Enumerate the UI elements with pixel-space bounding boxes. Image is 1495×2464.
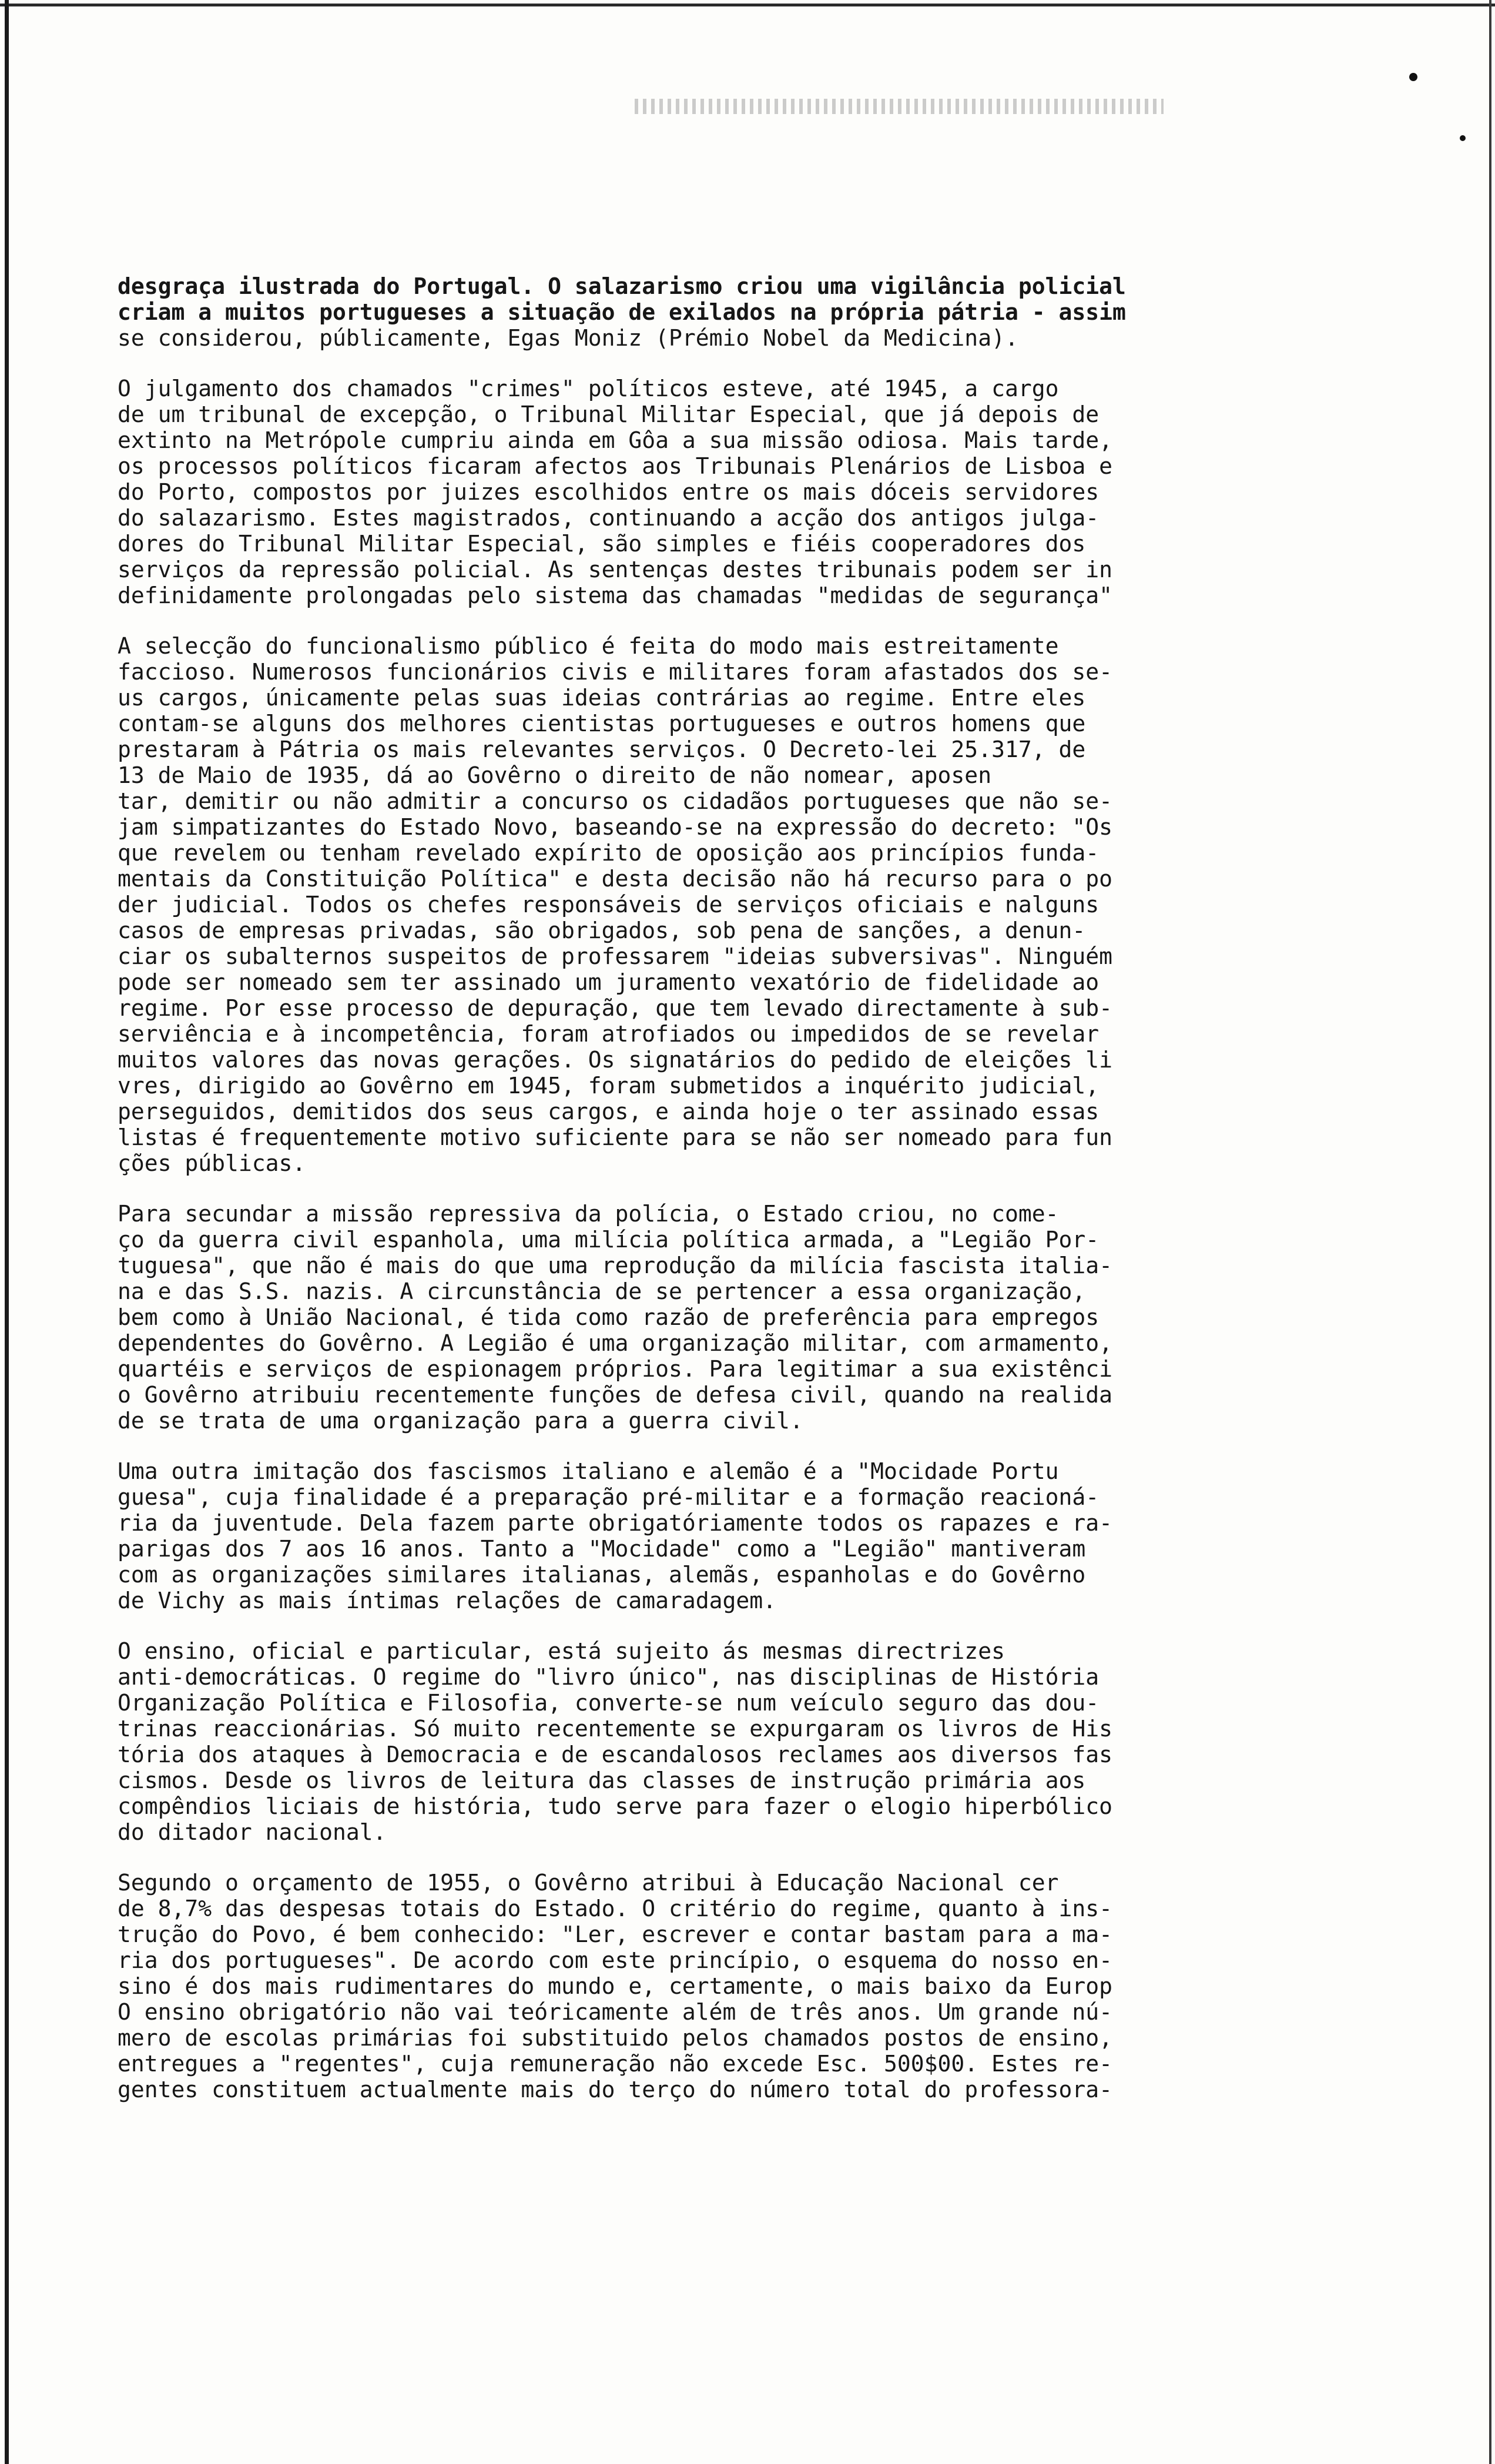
text-line: us cargos, únicamente pelas suas ideias contrárias ao regime. Entre eles [118,685,1086,711]
text-line: mero de escolas primárias foi substituido pelos chamados postos de ensino, [118,2025,1112,2051]
text-line: que revelem ou tenham revelado expírito de oposição aos princípios funda- [118,840,1100,866]
text-line: de 8,7% das despesas totais do Estado. O critério do regime, quanto à ins- [118,1896,1112,1921]
text-line: pode ser nomeado sem ter assinado um juramento vexatório de fidelidade ao [118,969,1100,995]
text-line: mentais da Constituição Política" e desta decisão não há recurso para o po [118,866,1112,892]
text-line: criam a muitos portugueses a situação de exilados na própria pátria - assim [118,299,1126,325]
paragraph-orcamento [118,1870,1434,2103]
scan-speck [1460,135,1466,141]
text-line: sino é dos mais rudimentares do mundo e, certamente, o mais baixo da Europ [118,1973,1112,1999]
text-line: der judicial. Todos os chefes responsáveis de serviços oficiais e nalguns [118,892,1100,918]
text-line: 13 de Maio de 1935, dá ao Govêrno o direito de não nomear, aposen [118,762,992,788]
text-line: ria dos portugueses". De acordo com este princípio, o esquema do nosso en- [118,1947,1112,1973]
text-line: Segundo o orçamento de 1955, o Govêrno atribui à Educação Nacional cer [118,1870,1059,1896]
text-line: vres, dirigido ao Govêrno em 1945, foram submetidos a inquérito judicial, [118,1073,1100,1099]
text-line: dores do Tribunal Militar Especial, são simples e fiéis cooperadores dos [118,531,1086,557]
text-line: ções públicas. [118,1150,306,1176]
text-line: O julgamento dos chamados "crimes" políticos esteve, até 1945, a cargo [118,376,1059,401]
text-line: entregues a "regentes", cuja remuneração não excede Esc. 500$00. Estes re- [118,2051,1112,2077]
text-line: trução do Povo, é bem conhecido: "Ler, escrever e contar bastam para a ma- [118,1921,1112,1947]
text-line: tória dos ataques à Democracia e de escandalosos reclames aos diversos fas [118,1742,1112,1767]
paragraph-funcionalismo [118,633,1434,1176]
text-line: Organização Política e Filosofia, converte-se num veículo seguro das dou- [118,1690,1100,1716]
text-line: A selecção do funcionalismo público é feita do modo mais estreitamente [118,633,1059,659]
text-line: Para secundar a missão repressiva da polícia, o Estado criou, no come- [118,1201,1059,1227]
text-line: do ditador nacional. [118,1819,387,1845]
text-line: guesa", cuja finalidade é a preparação pré-militar e a formação reacioná- [118,1484,1100,1510]
text-line: trinas reaccionárias. Só muito recentemente se expurgaram os livros de His [118,1716,1112,1742]
text-line: Uma outra imitação dos fascismos italiano e alemão é a "Mocidade Portu [118,1458,1059,1484]
text-line: listas é frequentemente motivo suficiente para se não ser nomeado para fun [118,1124,1112,1150]
text-line: O ensino obrigatório não vai teóricamente além de três anos. Um grande nú- [118,1999,1112,2025]
paragraph-julgamento [118,376,1434,608]
text-line: cismos. Desde os livros de leitura das classes de instrução primária aos [118,1767,1086,1793]
scan-edge-top [0,4,1495,6]
text-line: dependentes do Govêrno. A Legião é uma organização militar, com armamento, [118,1330,1112,1356]
text-line: com as organizações similares italianas, alemãs, espanholas e do Govêrno [118,1562,1086,1588]
paragraph-intro [118,273,1434,351]
text-line: quartéis e serviços de espionagem próprios. Para legitimar a sua existênci [118,1356,1112,1382]
scan-speck [1409,73,1417,81]
text-line: serviência e à incompetência, foram atrofiados ou impedidos de se revelar [118,1021,1100,1047]
text-line: se considerou, públicamente, Egas Moniz (Prémio Nobel da Medicina). [118,325,1018,351]
text-line: parigas dos 7 aos 16 anos. Tanto a "Mocidade" como a "Legião" mantiveram [118,1536,1086,1562]
text-line: ciar os subalternos suspeitos de professarem "ideias subversivas". Ninguém [118,943,1112,969]
text-line: anti-democráticas. O regime do "livro único", nas disciplinas de História [118,1664,1100,1690]
text-line: ria da juventude. Dela fazem parte obrigatóriamente todos os rapazes e ra- [118,1510,1112,1536]
text-line: extinto na Metrópole cumpriu ainda em Gôa a sua missão odiosa. Mais tarde, [118,427,1112,453]
paragraph-ensino [118,1638,1434,1845]
text-line: os processos políticos ficaram afectos aos Tribunais Plenários de Lisboa e [118,453,1112,479]
text-line: do salazarismo. Estes magistrados, continuando a acção dos antigos julga- [118,505,1100,531]
text-line: gentes constituem actualmente mais do terço do número total do professora- [118,2077,1112,2103]
text-line: tuguesa", que não é mais do que uma reprodução da milícia fascista italia- [118,1253,1112,1278]
text-line: contam-se alguns dos melhores cientistas portugueses e outros homens que [118,711,1086,736]
text-line: prestaram à Pátria os mais relevantes serviços. O Decreto-lei 25.317, de [118,736,1086,762]
text-line: compêndios liciais de história, tudo serve para fazer o elogio hiperbólico [118,1793,1112,1819]
text-line: perseguidos, demitidos dos seus cargos, e ainda hoje o ter assinado essas [118,1099,1100,1124]
paragraph-legiao [118,1201,1434,1434]
scan-smudge [635,99,1164,114]
text-line: serviços da repressão policial. As sentenças destes tribunais podem ser in [118,557,1112,582]
text-line: definidamente prolongadas pelo sistema das chamadas "medidas de segurança" [118,582,1112,608]
text-line: casos de empresas privadas, são obrigados, sob pena de sanções, a denun- [118,918,1086,943]
text-line: ço da guerra civil espanhola, uma milícia política armada, a "Legião Por- [118,1227,1100,1253]
text-line: desgraça ilustrada do Portugal. O salazarismo criou uma vigilância policial [118,273,1126,299]
text-line: jam simpatizantes do Estado Novo, baseando-se na expressão do decreto: "Os [118,814,1112,840]
text-line: regime. Por esse processo de depuração, que tem levado directamente à sub- [118,995,1112,1021]
text-line: do Porto, compostos por juizes escolhidos entre os mais dóceis servidores [118,479,1100,505]
scan-edge-right [1489,0,1491,2464]
text-line: bem como à União Nacional, é tida como razão de preferência para empregos [118,1304,1100,1330]
paragraph-mocidade [118,1458,1434,1613]
text-line: faccioso. Numerosos funcionários civis e militares foram afastados dos se- [118,659,1112,685]
scan-edge-left [5,0,9,2464]
text-line: O ensino, oficial e particular, está sujeito ás mesmas directrizes [118,1638,1005,1664]
text-line: tar, demitir ou não admitir a concurso os cidadãos portugueses que não se- [118,788,1112,814]
text-line: o Govêrno atribuiu recentemente funções de defesa civil, quando na realida [118,1382,1112,1408]
text-line: de Vichy as mais íntimas relações de camaradagem. [118,1588,777,1613]
text-line: de se trata de uma organização para a guerra civil. [118,1408,803,1434]
text-line: na e das S.S. nazis. A circunstância de se pertencer a essa organização, [118,1278,1086,1304]
text-line: de um tribunal de excepção, o Tribunal Militar Especial, que já depois de [118,401,1100,427]
text-line: muitos valores das novas gerações. Os signatários do pedido de eleições li [118,1047,1112,1073]
document-body [118,273,1434,2127]
